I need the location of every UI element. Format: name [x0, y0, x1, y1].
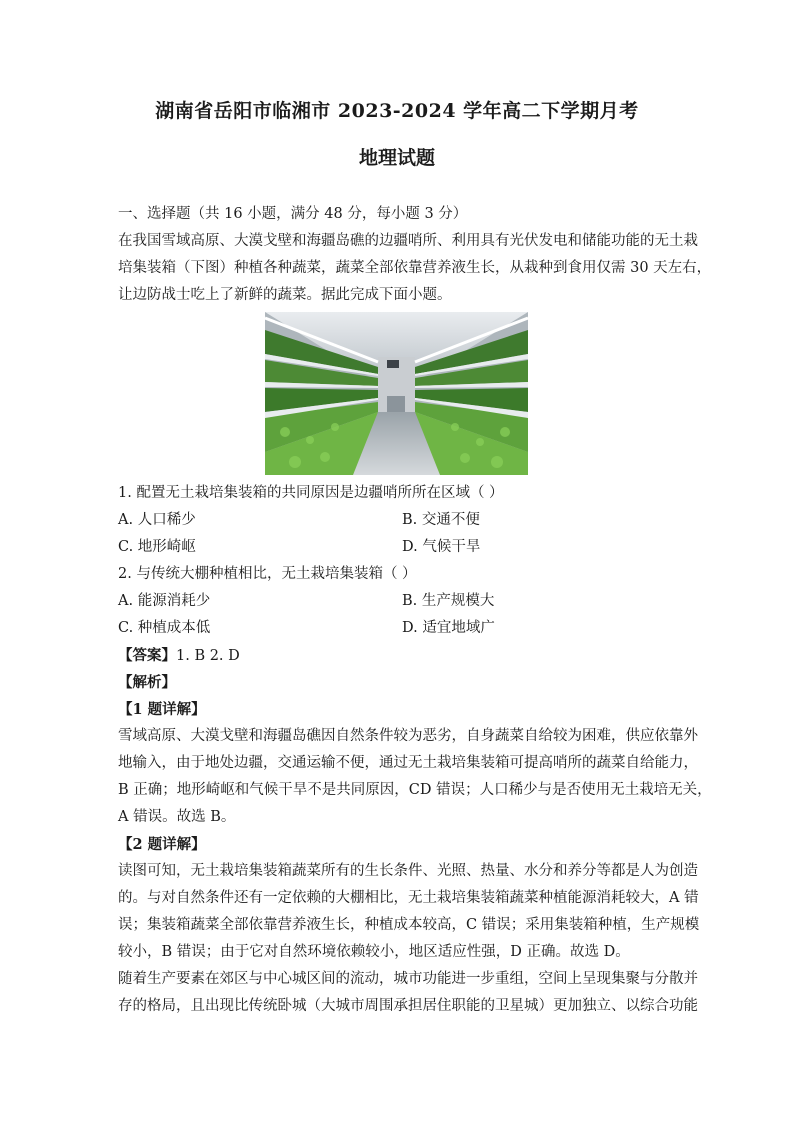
detail-1-line: 雪域高原、大漠戈壁和海疆岛礁因自然条件较为恶劣，自身蔬菜自给较为困难，供应依靠外: [118, 728, 698, 744]
detail-2-label: 【2 题详解】: [118, 836, 206, 853]
intro-line: 让边防战士吃上了新鲜的蔬菜。据此完成下面小题。: [118, 287, 452, 303]
section-intro: [118, 201, 712, 309]
exam-title: 湖南省岳阳市临湘市 2023-2024 学年高二下学期月考: [155, 100, 639, 122]
next-intro-line: 存的格局，且出现比传统卧城（大城市周围承担居住职能的卫星城）更加独立、以综合功能: [118, 998, 698, 1014]
detail-1-label: 【1 题详解】: [118, 701, 206, 718]
question-2-options-ab: [118, 588, 678, 615]
exam-subject: 地理试题: [358, 147, 435, 169]
q1-option-d: D. 气候干旱: [402, 539, 481, 555]
question-1-options-ab: [118, 507, 678, 534]
detail-2-line: 误；集装箱蔬菜全部依靠营养液生长，种植成本较高，C 错误；采用集装箱种植，生产规模: [118, 917, 700, 933]
q2-option-d: D. 适宜地域广: [402, 620, 495, 636]
intro-line: 在我国雪域高原、大漠戈壁和海疆岛礁的边疆哨所、利用具有光伏发电和储能功能的无土栽: [118, 233, 698, 249]
intro-line: 培集装箱（下图）种植各种蔬菜，蔬菜全部依靠营养液生长，从栽种到食用仅需 30 天左右，: [118, 260, 712, 276]
question-2-options-cd: [118, 615, 678, 642]
q2-option-c: C. 种植成本低: [118, 620, 211, 636]
detail-1-line: B 正确；地形崎岖和气候干旱不是共同原因，CD 错误；人口稀少与是否使用无土栽培无关，: [118, 782, 712, 798]
answer-text: 1. B 2. D: [176, 648, 240, 664]
detail-2-line: 的。与对自然条件还有一定依赖的大棚相比，无土栽培集装箱蔬菜种植能源消耗较大，A 错: [118, 890, 699, 906]
detail-1-line: 地输入，由于地处边疆，交通运输不便，通过无土栽培集装箱可提高哨所的蔬菜自给能力，: [118, 755, 698, 771]
q2-option-b: B. 生产规模大: [402, 593, 495, 609]
q1-option-c: C. 地形崎岖: [118, 539, 196, 555]
question-1-stem: 1. 配置无土栽培集装箱的共同原因是边疆哨所所在区域（ ）: [118, 485, 504, 501]
q1-option-a: A. 人口稀少: [118, 512, 196, 528]
detail-2-line: 较小，B 错误；由于它对自然环境依赖较小，地区适应性强，D 正确。故选 D。: [118, 944, 630, 960]
question-2-stem: 2. 与传统大棚种植相比，无土栽培集装箱（ ）: [118, 566, 417, 582]
question-1-options-cd: [118, 534, 678, 561]
hydroponic-container-photo: [265, 312, 528, 475]
next-intro-line: 随着生产要素在郊区与中心城区间的流动，城市功能进一步重组，空间上呈现集聚与分散并: [118, 971, 698, 987]
analysis-label: 【解析】: [118, 674, 176, 691]
q2-option-a: A. 能源消耗少: [118, 593, 211, 609]
detail-2-line: 读图可知，无土栽培集装箱蔬菜所有的生长条件、光照、热量、水分和养分等都是人为创造: [118, 863, 698, 879]
q1-option-b: B. 交通不便: [402, 512, 480, 528]
answer-label: 【答案】: [118, 647, 176, 664]
section-heading: 一、选择题（共 16 小题，满分 48 分，每小题 3 分）: [118, 206, 468, 222]
detail-1-line: A 错误。故选 B。: [118, 809, 236, 825]
questions: [118, 480, 712, 1020]
answer-line: [118, 642, 678, 669]
